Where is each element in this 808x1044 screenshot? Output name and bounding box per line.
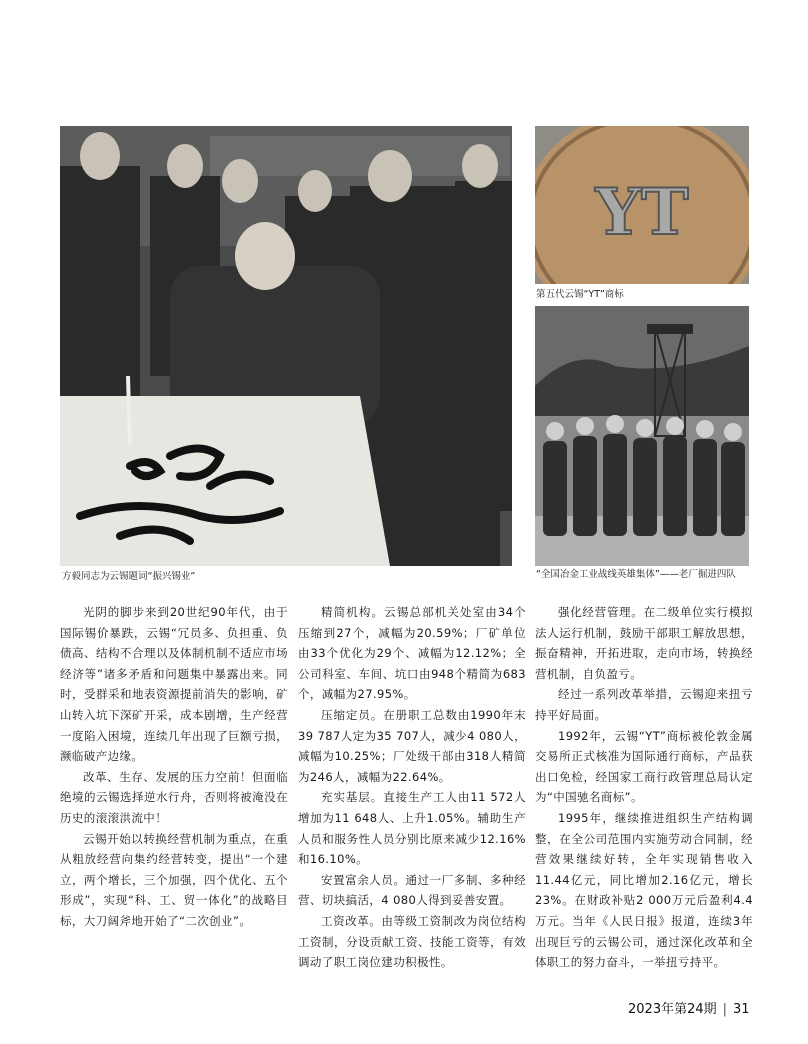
paragraph: 光阴的脚步来到20世纪90年代，由于国际锡价暴跌，云锡“冗员多、负担重、负债高、结构不合理以及体制机制不适应市场经济等”诸多矛盾和问题集中暴露出来。同时，受群采和地表资源提前消失的影响，矿山转入坑下深矿开采，成本剧增，生产经营一度陷入困境，连续几年出现了巨额亏损，濒临破产边缘。 <box>60 605 288 764</box>
main-photo <box>60 126 512 566</box>
yt-mark-text: YT <box>595 175 689 250</box>
workers-photo <box>535 306 749 566</box>
paragraph: 工资改革。由等级工资制改为岗位结构工资制，分设贡献工资、技能工资等，有效调动了职工岗位建功积极性。 <box>298 913 526 970</box>
text-column-2 <box>298 602 526 973</box>
mining-team-image <box>535 306 749 566</box>
paragraph: 充实基层。直接生产工人由11 572人增加为11 648人、上升1.05%。辅助生产人员和服务性人员分别比原来减少12.16%和16.10%。 <box>298 790 526 867</box>
page-folio: 2023年第24期 | 31 <box>628 1002 750 1017</box>
workers-photo-caption: “全国冶金工业战线英雄集体”——老厂掘进四队 <box>536 569 736 580</box>
paragraph: 经过一系列改革举措，云锡迎来扭亏持平好局面。 <box>535 687 753 722</box>
logo-photo <box>535 126 749 284</box>
paragraph: 改革、生存、发展的压力空前！但面临绝境的云锡选择逆水行舟，否则将被淹没在历史的滚滚洪流中！ <box>60 769 288 825</box>
paragraph: 压缩定员。在册职工总数由1990年末39 787人定为35 707人，减少4 080人，减幅为10.25%；厂处级干部由318人精简为246人，减幅为22.64%。 <box>298 707 526 784</box>
paragraph: 精简机构。云锡总部机关处室由34个压缩到27个，减幅为20.59%；厂矿单位由33个优化为29个、减幅为12.12%；全公司科室、车间、坑口由948个精简为683个，减幅为27.95%。 <box>298 605 526 702</box>
paragraph: 1995年，继续推进组织生产结构调整，在全公司范围内实施劳动合同制，经营效果继续好转，全年实现销售收入11.44亿元，同比增加2.16亿元，增长23%。在财政补贴2 000万元后盈利4.4万元。当年《人民日报》报道，连续3年出现巨亏的云锡公司，通过深化改革和全体职工的努力奋斗，一举扭亏持平。 <box>535 810 753 970</box>
paragraph: 强化经营管理。在二级单位实行模拟法人运行机制，鼓励干部职工解放思想，振奋精神，开拓进取，走向市场，转换经营机制，自负盈亏。 <box>535 605 753 681</box>
paragraph: 1992年，云锡“YT”商标被伦敦金属交易所正式核准为国际通行商标，产品获出口免检，经国家工商行政管理总局认定为“中国驰名商标”。 <box>535 728 753 805</box>
main-photo-caption: 方毅同志为云锡题词“振兴锡业” <box>62 571 196 582</box>
issue-label: 2023年第24期 <box>628 1002 717 1017</box>
calligraphy-scene-image <box>60 126 512 566</box>
text-column-3 <box>535 602 753 973</box>
yt-trademark-image <box>535 126 749 284</box>
page-number: 31 <box>733 1002 750 1017</box>
logo-photo-caption: 第五代云锡“YT”商标 <box>536 289 624 300</box>
text-column-1 <box>60 602 288 932</box>
paragraph: 安置富余人员。通过一厂多制、多种经营、切块搞活，4 080人得到妥善安置。 <box>298 872 526 908</box>
paragraph: 云锡开始以转换经营机制为重点，在重从粗放经营向集约经营转变，提出“一个建立，两个增长，三个加强，四个优化、五个形成”，实现“科、工、贸一体化”的战略目标，大刀阔斧地开始了“二次创业”。 <box>60 831 288 928</box>
